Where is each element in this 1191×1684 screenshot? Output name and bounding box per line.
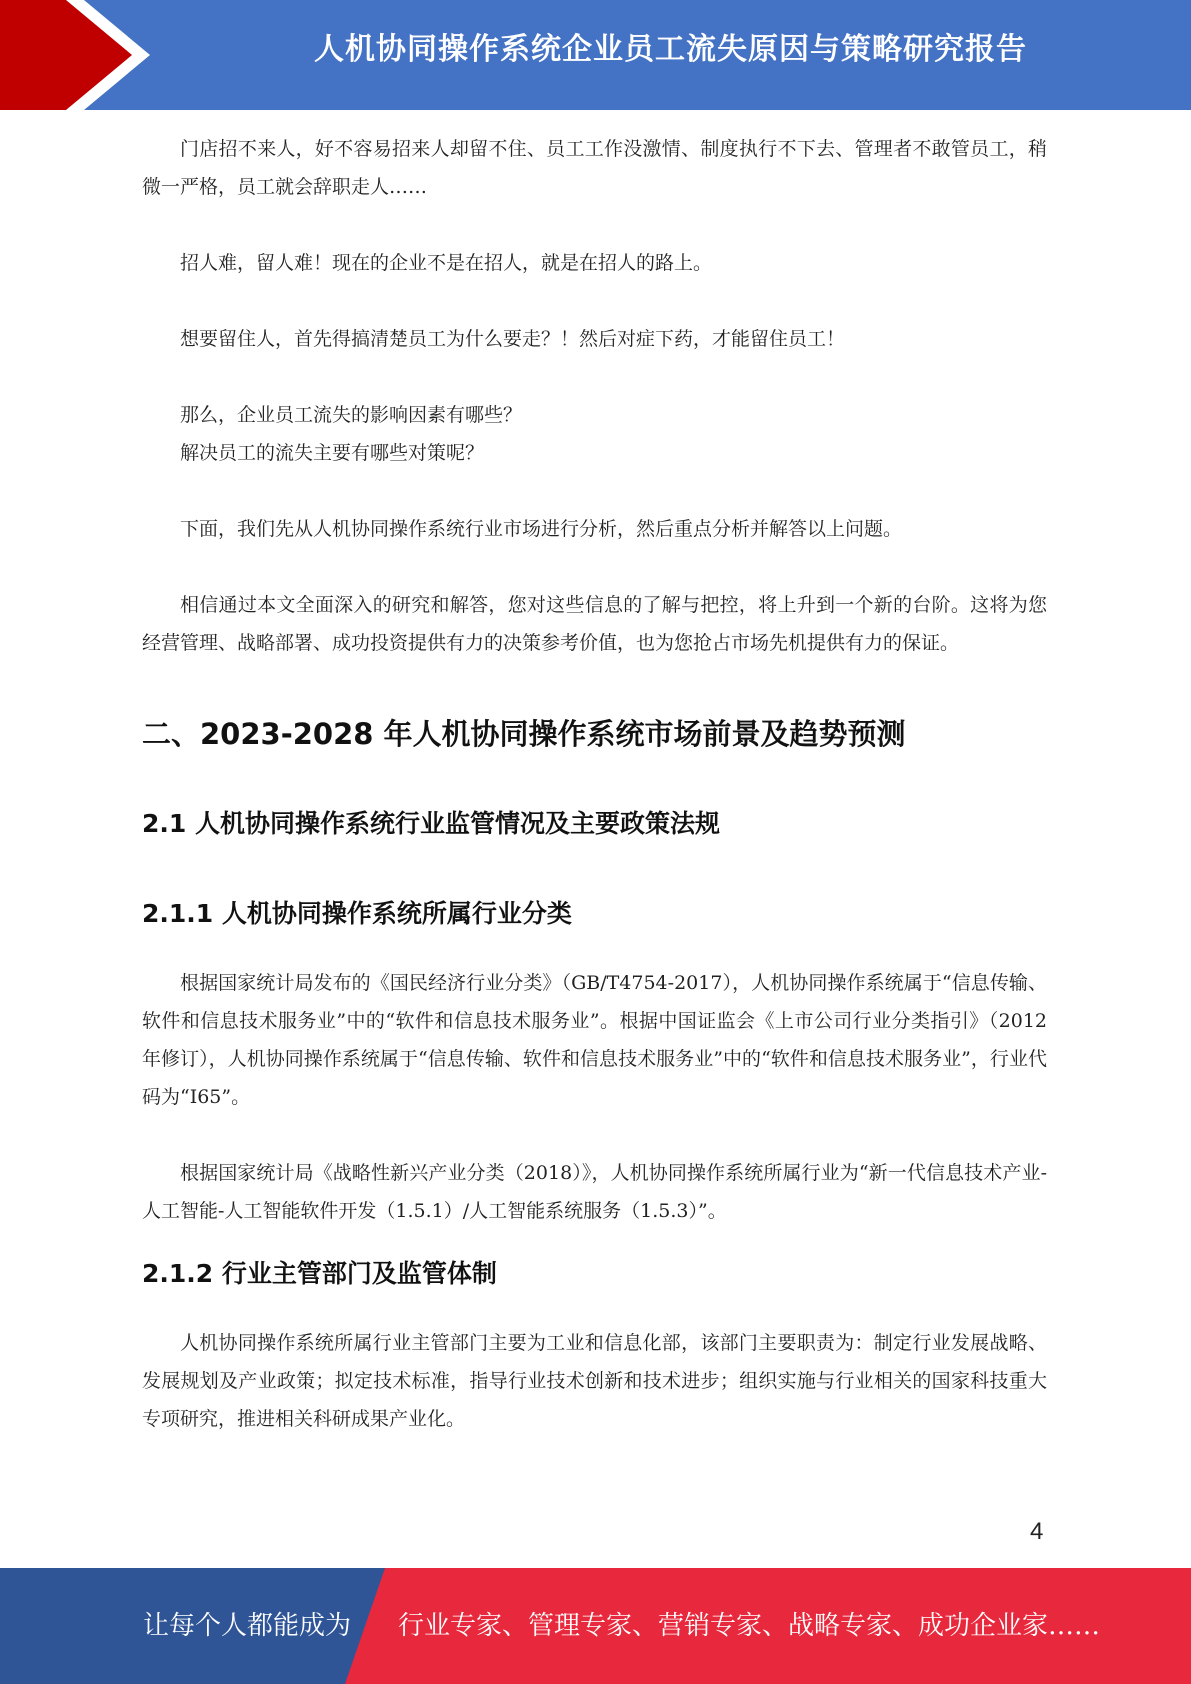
report-title: 人机协同操作系统企业员工流失原因与策略研究报告 [314,32,1027,67]
section-2-heading: 二、2023-2028 年人机协同操作系统市场前景及趋势预测 [142,717,906,751]
intro-paragraph-5: 下面，我们先从人机协同操作系统行业市场进行分析，然后重点分析并解答以上问题。 [180,518,903,540]
intro-paragraph-1: 门店招不来人，好不容易招来人却留不住、员工工作没激情、制度执行不下去、管理者不敢管员工，稍微一严格，员工就会辞职走人…… [142,138,1047,198]
section-2-1-heading: 2.1 人机协同操作系统行业监管情况及主要政策法规 [142,809,720,838]
page-footer [0,1568,1191,1684]
section-2-1-2-paragraph-1: 人机协同操作系统所属行业主管部门主要为工业和信息化部，该部门主要职责为：制定行业发展战略、发展规划及产业政策；拟定技术标准，指导行业技术创新和技术进步；组织实施与行业相关的国家科技重大专项研究，推进相关科研成果产业化。 [142,1332,1047,1430]
page-header [0,0,1191,110]
section-2-1-1-heading: 2.1.1 人机协同操作系统所属行业分类 [142,899,572,928]
section-2-1-2-heading: 2.1.2 行业主管部门及监管体制 [142,1259,497,1288]
header-chevron-icon [0,0,150,110]
page-content [142,130,1047,1438]
footer-slogan-left: 让每个人都能成为 [143,1611,352,1641]
intro-question-2: 解决员工的流失主要有哪些对策呢？ [180,442,485,464]
section-2-1-1-paragraph-2: 根据国家统计局《战略性新兴产业分类（2018）》，人机协同操作系统所属行业为“新一代信息技术产业-人工智能-人工智能软件开发（1.5.1）/人工智能系统服务（1.5.3）”。 [142,1162,1047,1222]
intro-paragraph-3: 想要留住人，首先得搞清楚员工为什么要走？！然后对症下药，才能留住员工！ [180,328,846,350]
footer-slogan-right: 行业专家、管理专家、营销专家、战略专家、成功企业家…… [398,1611,1101,1641]
intro-paragraph-6: 相信通过本文全面深入的研究和解答，您对这些信息的了解与把控，将上升到一个新的台阶。这将为您经营管理、战略部署、成功投资提供有力的决策参考价值，也为您抢占市场先机提供有力的保证。 [142,594,1047,654]
section-2-1-1-paragraph-1: 根据国家统计局发布的《国民经济行业分类》（GB/T4754-2017），人机协同操作系统属于“信息传输、软件和信息技术服务业”中的“软件和信息技术服务业”。根据中国证监会《上市公司行业分类指引》（2012 年修订），人机协同操作系统属于“信息传输、软件和信息技术服务业”中的“软件和信息技术服务业”，行业代码为“I65”。 [142,972,1047,1108]
page-number: 4 [1030,1518,1044,1545]
intro-question-1: 那么，企业员工流失的影响因素有哪些？ [180,404,523,426]
intro-paragraph-2: 招人难，留人难！现在的企业不是在招人，就是在招人的路上。 [180,252,713,274]
